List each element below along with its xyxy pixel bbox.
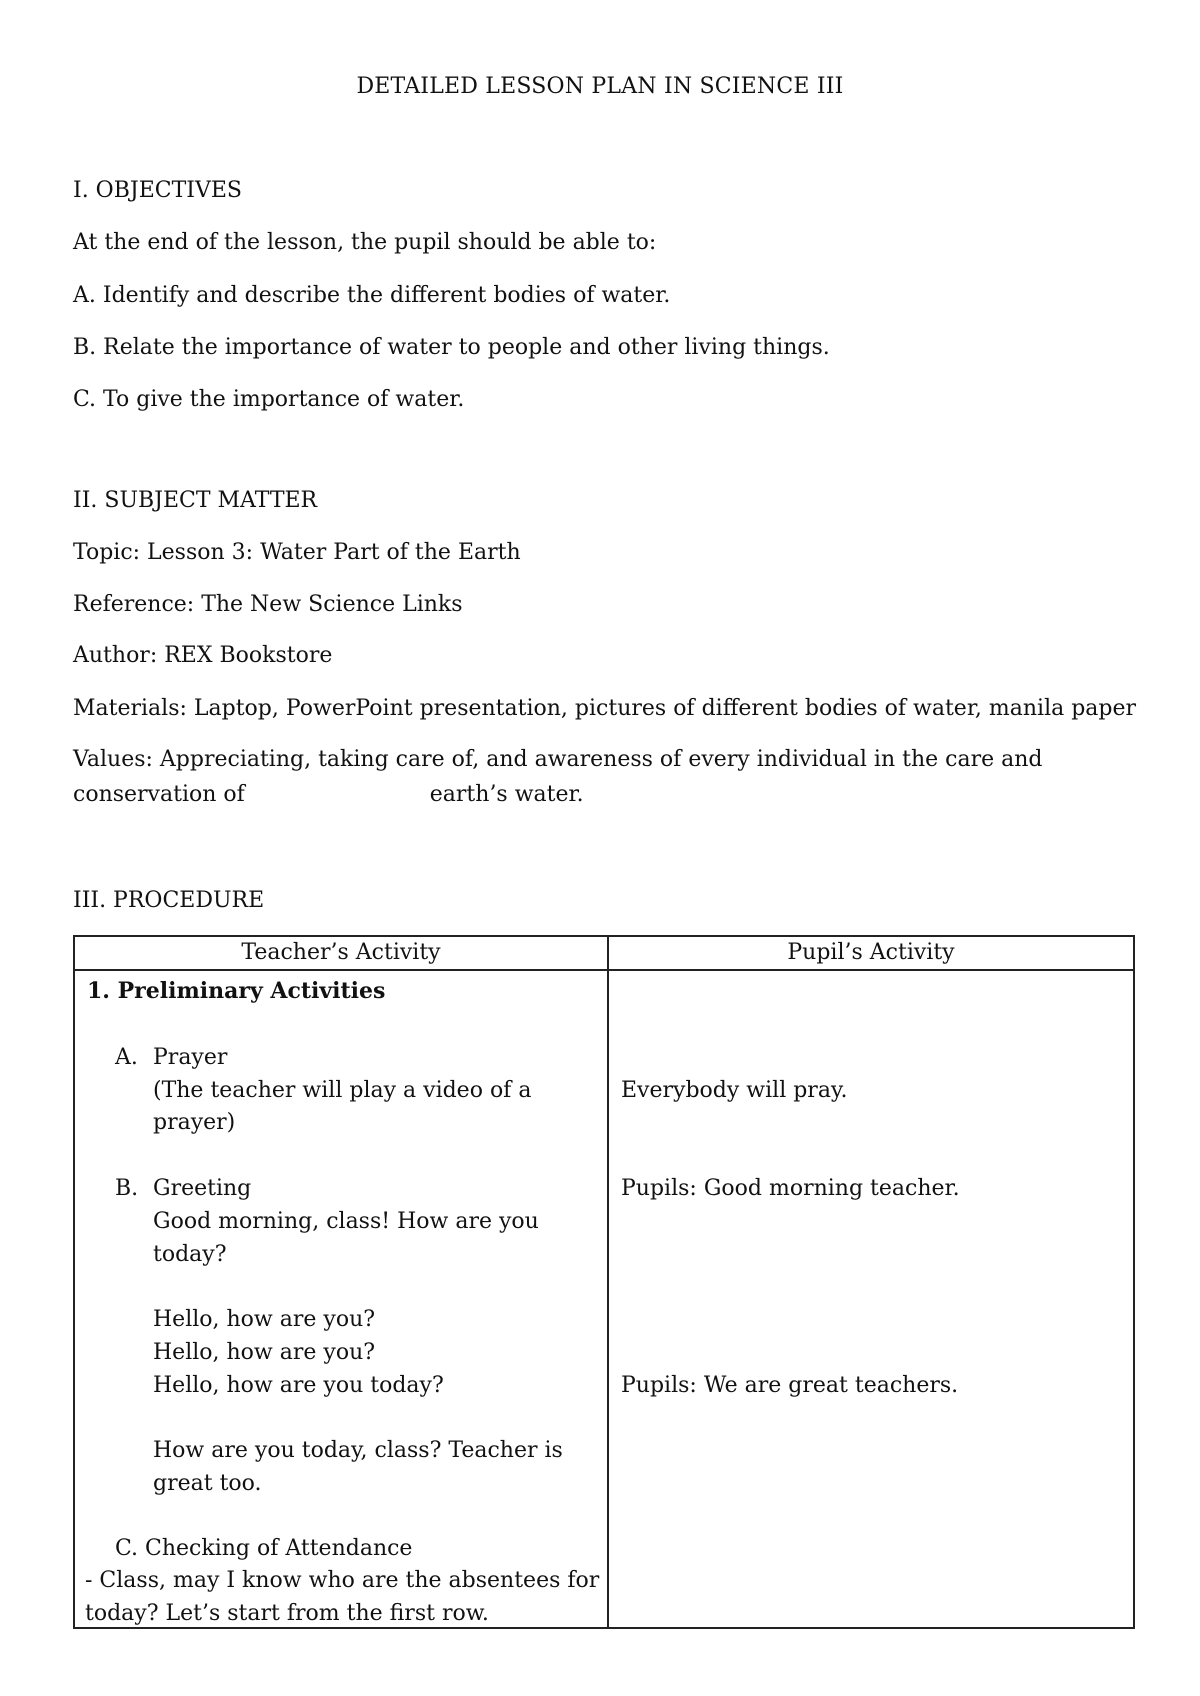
attendance-desc-2: today? Let’s start from the first row. (85, 1601, 489, 1626)
objective-item-a: A. Identify and describe the different bodies of water. (73, 283, 671, 308)
materials-line: Materials: Laptop, PowerPoint presentation, pictures of different bodies of water, manila paper (73, 696, 1137, 721)
greeting-label: B. (115, 1176, 139, 1201)
pupil-pray: Everybody will pray. (621, 1078, 848, 1103)
procedure-header-row (74, 936, 1134, 970)
topic-line: Topic: Lesson 3: Water Part of the Earth (73, 540, 521, 565)
greeting-desc-2: today? (153, 1242, 227, 1267)
pupil-activity-header: Pupil’s Activity (608, 936, 1134, 970)
values-line-1: Values: Appreciating, taking care of, and awareness of every individual in the care and (73, 747, 1043, 772)
pupil-greeting: Pupils: Good morning teacher. (621, 1176, 960, 1201)
song-line-2: Hello, how are you? (153, 1340, 376, 1365)
song-line-1: Hello, how are you? (153, 1307, 376, 1332)
prayer-desc-1: (The teacher will play a video of a (153, 1078, 532, 1103)
reference-line: Reference: The New Science Links (73, 592, 463, 617)
author-line: Author: REX Bookstore (73, 643, 333, 668)
pupil-activity-cell (608, 970, 1134, 1628)
procedure-row (74, 970, 1134, 1628)
objectives-intro: At the end of the lesson, the pupil should be able to: (73, 230, 657, 255)
teacher-reply-1: How are you today, class? Teacher is (153, 1438, 563, 1463)
attendance-title: C. Checking of Attendance (115, 1536, 413, 1561)
objectives-heading: I. OBJECTIVES (73, 178, 242, 203)
song-line-3: Hello, how are you today? (153, 1373, 444, 1398)
preliminary-activities-title: 1. Preliminary Activities (87, 978, 386, 1004)
prayer-title: Prayer (153, 1045, 228, 1070)
subject-matter-heading: II. SUBJECT MATTER (73, 488, 318, 513)
teacher-activity-header: Teacher’s Activity (74, 936, 608, 970)
procedure-table (73, 935, 1135, 1629)
prayer-label: A. (115, 1045, 138, 1070)
document-title: DETAILED LESSON PLAN IN SCIENCE III (356, 74, 844, 99)
teacher-activity-cell (74, 970, 608, 1628)
attendance-desc-1: - Class, may I know who are the absentees for (85, 1568, 600, 1593)
objective-item-b: B. Relate the importance of water to people and other living things. (73, 335, 830, 360)
teacher-reply-2: great too. (153, 1471, 262, 1496)
values-line-2 (73, 782, 584, 807)
greeting-desc-1: Good morning, class! How are you (153, 1209, 539, 1234)
values-line-2-start: conservation of (73, 782, 245, 807)
prayer-desc-2: prayer) (153, 1110, 236, 1135)
objective-item-c: C. To give the importance of water. (73, 387, 465, 412)
procedure-heading: III. PROCEDURE (73, 888, 265, 913)
values-line-2-end: earth’s water. (429, 782, 584, 807)
pupil-reply: Pupils: We are great teachers. (621, 1373, 959, 1398)
greeting-title: Greeting (153, 1176, 252, 1201)
